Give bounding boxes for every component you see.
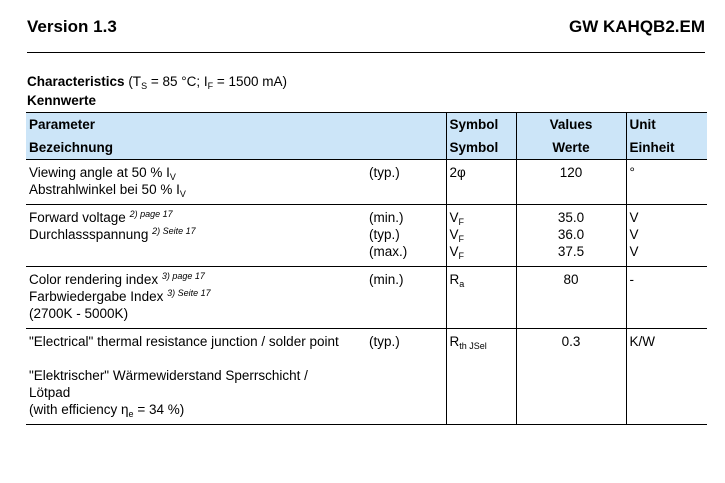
value-cell: 80	[516, 267, 626, 329]
header-values: Values	[516, 113, 626, 137]
header-parameter: Parameter	[26, 113, 366, 137]
unit-cell: V V V	[626, 205, 707, 267]
condition-cell: (min.)	[366, 267, 446, 329]
header-unit-de: Einheit	[626, 136, 707, 160]
table-row	[26, 329, 707, 425]
unit-cell: K/W	[626, 329, 707, 425]
table-header-row-de	[26, 136, 707, 160]
unit-cell: °	[626, 160, 707, 205]
table-row	[26, 160, 707, 205]
header-symbol-de: Symbol	[446, 136, 516, 160]
symbol-cell: $R_a$	[446, 267, 516, 329]
parameter-cell: Forward voltage $^{2) page 17}$ Durchlassspannung $^{2) Seite 17}$	[26, 205, 366, 267]
header-values-de: Werte	[516, 136, 626, 160]
characteristics-heading: Characteristics	[27, 74, 125, 89]
version-label: Version 1.3	[27, 17, 117, 36]
page-header	[27, 14, 705, 53]
characteristics-title: Characteristics ($T_S = 85$ °C; $I_F = 1500$ mA)	[27, 74, 288, 91]
header-unit: Unit	[626, 113, 707, 137]
symbol-cell: $V_F$ $V_F$ $V_F$	[446, 205, 516, 267]
condition-cell: (typ.)	[366, 329, 446, 425]
parameter-cell: "Electrical" thermal resistance junction / solder point "Elektrischer" Wärmewiderstand Sperrschicht / Lötpad (with efficiency $\eta_e = 34$ %)	[26, 329, 366, 425]
characteristics-table	[26, 112, 707, 425]
table-row	[26, 205, 707, 267]
parameter-cell: Viewing angle at 50 % $I_V$ Abstrahlwinkel bei 50 % $I_V$	[26, 160, 366, 205]
product-code: GW KAHQB2.EM	[569, 17, 705, 36]
characteristics-subtitle: Kennwerte	[27, 93, 97, 108]
table-row	[26, 267, 707, 329]
value-cell: 35.0 36.0 37.5	[516, 205, 626, 267]
symbol-cell: 2φ	[446, 160, 516, 205]
condition-cell: (min.) (typ.) (max.)	[366, 205, 446, 267]
header-symbol: Symbol	[446, 113, 516, 137]
unit-cell: -	[626, 267, 707, 329]
symbol-cell: $R_{th JSel}$	[446, 329, 516, 425]
header-parameter-de: Bezeichnung	[26, 136, 366, 160]
parameter-cell: Color rendering index $^{3) page 17}$ Farbwiedergabe Index $^{3) Seite 17}$ (2700K - 5000K)	[26, 267, 366, 329]
value-cell: 0.3	[516, 329, 626, 425]
value-cell: 120	[516, 160, 626, 205]
table-header-row	[26, 113, 707, 137]
condition-cell: (typ.)	[366, 160, 446, 205]
